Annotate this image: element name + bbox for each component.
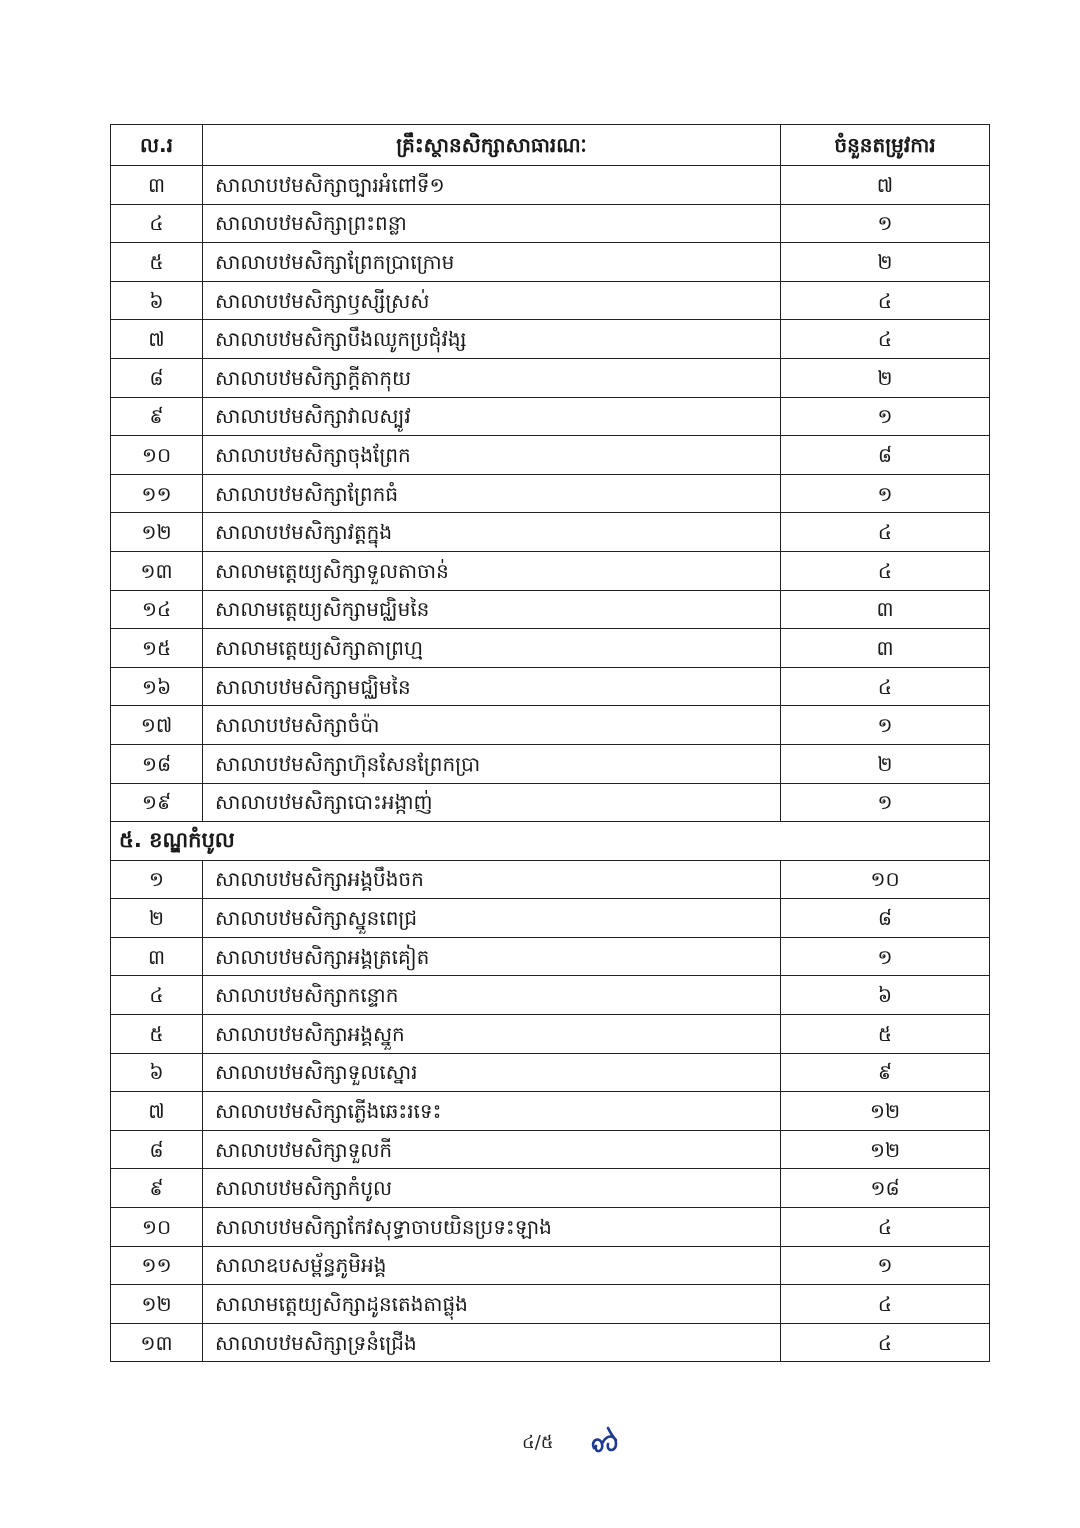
table-row xyxy=(111,629,990,668)
institution-name: សាលាបឋមសិក្សាព្រះពន្លា xyxy=(203,204,781,243)
institution-name: សាលាបឋមសិក្សាទ្រនំជ្រើង xyxy=(203,1323,781,1362)
row-number: ៩ xyxy=(111,397,203,436)
table-row xyxy=(111,744,990,783)
required-count: ១ xyxy=(781,474,990,513)
required-count: ៤ xyxy=(781,551,990,590)
required-count: ១ xyxy=(781,1246,990,1285)
required-count: ៤ xyxy=(781,513,990,552)
row-number: ៧ xyxy=(111,320,203,359)
table-row xyxy=(111,1246,990,1285)
required-count: ១ xyxy=(781,937,990,976)
row-number: ១៦ xyxy=(111,667,203,706)
institution-name: សាលាបឋមសិក្សាព្រែកប្រាក្រោម xyxy=(203,243,781,282)
required-count: ៤ xyxy=(781,281,990,320)
page-footer xyxy=(0,1422,1080,1462)
institution-name: សាលាបឋមសិក្សាហ៊ុនសែនព្រែកប្រា xyxy=(203,744,781,783)
row-number: ១០ xyxy=(111,436,203,475)
table-row xyxy=(111,513,990,552)
required-count: ១២ xyxy=(781,1092,990,1131)
row-number: ៥ xyxy=(111,243,203,282)
table-row xyxy=(111,1015,990,1054)
table-row xyxy=(111,281,990,320)
row-number: ៤ xyxy=(111,204,203,243)
required-count: ១ xyxy=(781,783,990,822)
required-count: ៤ xyxy=(781,1285,990,1324)
row-number: ៧ xyxy=(111,1092,203,1131)
table-row xyxy=(111,551,990,590)
row-number: ២ xyxy=(111,899,203,938)
table-row xyxy=(111,860,990,899)
institution-name: សាលាបឋមសិក្សាចុងព្រែក xyxy=(203,436,781,475)
institution-name: សាលាបឋមសិក្សាចំប៉ា xyxy=(203,706,781,745)
institution-name: សាលាបឋមសិក្សាឫស្សីស្រស់ xyxy=(203,281,781,320)
table-row xyxy=(111,1130,990,1169)
required-count: ៥ xyxy=(781,1015,990,1054)
institution-name: សាលាមត្តេយ្យសិក្សាតាព្រហ្ម xyxy=(203,629,781,668)
table-row xyxy=(111,937,990,976)
institution-name: សាលាបឋមសិក្សាអង្គបឹងចក xyxy=(203,860,781,899)
required-count: ៤ xyxy=(781,1323,990,1362)
required-count: ១ xyxy=(781,397,990,436)
required-count: ៨ xyxy=(781,899,990,938)
row-number: ១២ xyxy=(111,1285,203,1324)
required-count: ៤ xyxy=(781,1208,990,1247)
row-number: ៣ xyxy=(111,166,203,205)
header-institution: គ្រឹះស្ថានសិក្សាសាធារណៈ xyxy=(203,125,781,166)
institution-name: សាលាបឋមសិក្សាកែវសុទ្ធាចាបយិនប្រទះឡាង xyxy=(203,1208,781,1247)
institution-name: សាលាបឋមសិក្សាកន្ទោក xyxy=(203,976,781,1015)
table-body-lower xyxy=(111,860,990,1362)
table-row xyxy=(111,436,990,475)
section-row xyxy=(111,822,990,861)
row-number: ១៩ xyxy=(111,783,203,822)
required-count: ២ xyxy=(781,744,990,783)
table-row xyxy=(111,1323,990,1362)
required-count: ២ xyxy=(781,243,990,282)
row-number: ១០ xyxy=(111,1208,203,1247)
row-number: ១៣ xyxy=(111,1323,203,1362)
required-count: ៤ xyxy=(781,667,990,706)
institution-name: សាលាបឋមសិក្សាច្បារអំពៅទី១ xyxy=(203,166,781,205)
institution-name: សាលាបឋមសិក្សាស្នួនពេជ្រ xyxy=(203,899,781,938)
table-header-row xyxy=(111,125,990,166)
row-number: ១ xyxy=(111,860,203,899)
row-number: ៦ xyxy=(111,1053,203,1092)
row-number: ១៤ xyxy=(111,590,203,629)
required-count: ១០ xyxy=(781,860,990,899)
institution-name: សាលាបឋមសិក្សាអង្គត្រគៀត xyxy=(203,937,781,976)
table-row xyxy=(111,1053,990,1092)
institution-name: សាលាបឋមសិក្សាព្រែកធំ xyxy=(203,474,781,513)
table-row xyxy=(111,667,990,706)
institution-name: សាលាបឋមសិក្សាបឹងឈូកប្រជុំវង្ស xyxy=(203,320,781,359)
row-number: ៦ xyxy=(111,281,203,320)
handwritten-initial-icon xyxy=(588,1422,624,1456)
section-title: ៥. ខណ្ឌកំបូល xyxy=(111,822,990,861)
institution-name: សាលាបឋមសិក្សាមជ្ឈិមនៃ xyxy=(203,667,781,706)
institution-name: សាលាឧបសម្ព័ន្ធភូមិអង្គ xyxy=(203,1246,781,1285)
required-count: ៨ xyxy=(781,436,990,475)
institution-name: សាលាមត្តេយ្យសិក្សាទួលតាចាន់ xyxy=(203,551,781,590)
row-number: ៣ xyxy=(111,937,203,976)
table-row xyxy=(111,1092,990,1131)
required-count: ៤ xyxy=(781,320,990,359)
required-count: ៩ xyxy=(781,1053,990,1092)
row-number: ៤ xyxy=(111,976,203,1015)
institution-name: សាលាបឋមសិក្សាទួលកី xyxy=(203,1130,781,1169)
table-row xyxy=(111,1208,990,1247)
required-count: ៣ xyxy=(781,629,990,668)
table-row xyxy=(111,1285,990,1324)
required-count: ៣ xyxy=(781,590,990,629)
table-row xyxy=(111,474,990,513)
header-number: ល.រ xyxy=(111,125,203,166)
table-row xyxy=(111,397,990,436)
required-count: ៦ xyxy=(781,976,990,1015)
institution-name: សាលាមត្តេយ្យសិក្សាដូនតេងតាផ្លុង xyxy=(203,1285,781,1324)
section-header-group xyxy=(111,822,990,861)
table-row xyxy=(111,706,990,745)
row-number: ៥ xyxy=(111,1015,203,1054)
table-row xyxy=(111,899,990,938)
header-count: ចំនួនតម្រូវការ xyxy=(781,125,990,166)
institution-name: សាលាបឋមសិក្សាទួលស្នោរ xyxy=(203,1053,781,1092)
required-count: ៧ xyxy=(781,166,990,205)
row-number: ១៧ xyxy=(111,706,203,745)
required-count: ១៨ xyxy=(781,1169,990,1208)
required-count: ១២ xyxy=(781,1130,990,1169)
requirements-table xyxy=(110,124,990,1362)
row-number: ១៥ xyxy=(111,629,203,668)
table-row xyxy=(111,358,990,397)
institution-name: សាលាបឋមសិក្សាវត្តក្នុង xyxy=(203,513,781,552)
table-row xyxy=(111,320,990,359)
institution-name: សាលាបឋមសិក្សាកំបូល xyxy=(203,1169,781,1208)
institution-name: សាលាបឋមសិក្សាវាលស្បូវ xyxy=(203,397,781,436)
table-row xyxy=(111,590,990,629)
required-count: ១ xyxy=(781,706,990,745)
institution-name: សាលាបឋមសិក្សាអង្គស្នួក xyxy=(203,1015,781,1054)
row-number: ១២ xyxy=(111,513,203,552)
table-body-upper xyxy=(111,166,990,822)
institution-name: សាលាបឋមសិក្សាភ្លើងឆេះរទេះ xyxy=(203,1092,781,1131)
table-row xyxy=(111,204,990,243)
table-row xyxy=(111,166,990,205)
table-row xyxy=(111,976,990,1015)
page-number: ៤/៥ xyxy=(522,1432,554,1453)
institution-name: សាលាបឋមសិក្សាបោះអង្កាញ់ xyxy=(203,783,781,822)
row-number: ៨ xyxy=(111,1130,203,1169)
row-number: ១៨ xyxy=(111,744,203,783)
table-row xyxy=(111,243,990,282)
row-number: ៩ xyxy=(111,1169,203,1208)
row-number: ១១ xyxy=(111,474,203,513)
table-row xyxy=(111,1169,990,1208)
required-count: ១ xyxy=(781,204,990,243)
row-number: ១១ xyxy=(111,1246,203,1285)
institution-name: សាលាមត្តេយ្យសិក្សាមជ្ឈិមនៃ xyxy=(203,590,781,629)
row-number: ៨ xyxy=(111,358,203,397)
table-row xyxy=(111,783,990,822)
required-count: ២ xyxy=(781,358,990,397)
institution-name: សាលាបឋមសិក្សាក្តីតាកុយ xyxy=(203,358,781,397)
row-number: ១៣ xyxy=(111,551,203,590)
